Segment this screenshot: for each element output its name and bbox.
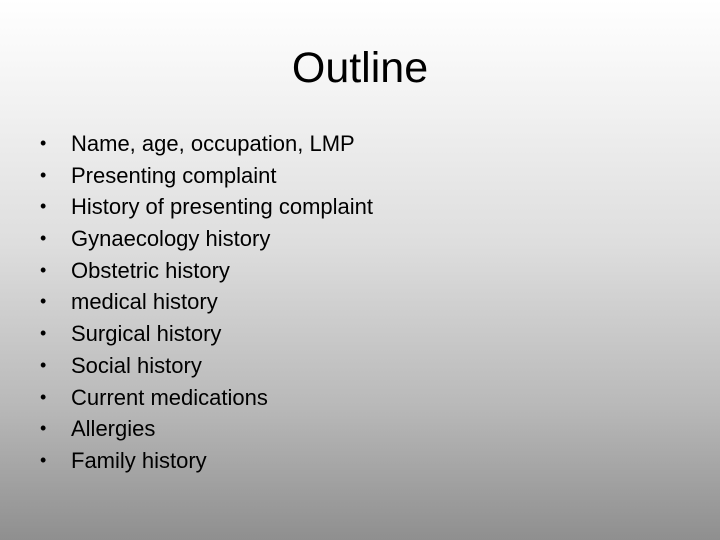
bullet-text: Surgical history: [71, 321, 222, 347]
bullet-item-gynaecology-history: [40, 223, 660, 255]
bullet-item-social-history: [40, 350, 660, 382]
bullet-item-obstetric-history: [40, 255, 660, 287]
bullet-item-allergies: [40, 413, 660, 445]
bullet-icon: •: [40, 133, 47, 153]
bullet-icon: •: [40, 449, 47, 470]
bullet-item-presenting-complaint: [40, 160, 660, 192]
bullet-item-current-medications: [40, 382, 660, 414]
bullet-text: Family history: [71, 447, 207, 473]
bullet-icon: •: [40, 259, 47, 280]
outline-bullet-list: [40, 128, 660, 477]
bullet-text: History of presenting complaint: [71, 194, 374, 220]
bullet-text: Social history: [71, 352, 202, 378]
bullet-item-name-age: [40, 128, 660, 160]
bullet-icon: •: [40, 164, 47, 185]
slide-title-text: Outline: [291, 44, 429, 92]
bullet-text: Presenting complaint: [71, 162, 277, 188]
bullet-icon: •: [40, 196, 47, 217]
bullet-text: Current medications: [71, 384, 268, 410]
bullet-text: medical history: [71, 289, 218, 315]
bullet-icon: •: [40, 418, 47, 439]
bullet-text: Name, age, occupation, LMP: [71, 131, 355, 156]
bullet-icon: •: [40, 354, 47, 375]
slide-title: [0, 42, 720, 94]
bullet-text: Gynaecology history: [71, 226, 271, 252]
bullet-icon: •: [40, 323, 47, 344]
bullet-item-surgical-history: [40, 318, 660, 350]
bullet-text: Obstetric history: [71, 257, 230, 283]
bullet-icon: •: [40, 386, 47, 407]
bullet-item-family-history: [40, 445, 660, 477]
bullet-item-medical-history: [40, 286, 660, 318]
bullet-icon: •: [40, 228, 47, 249]
bullet-item-history-presenting-complaint: [40, 191, 660, 223]
bullet-icon: •: [40, 291, 47, 312]
bullet-text: Allergies: [71, 416, 156, 442]
